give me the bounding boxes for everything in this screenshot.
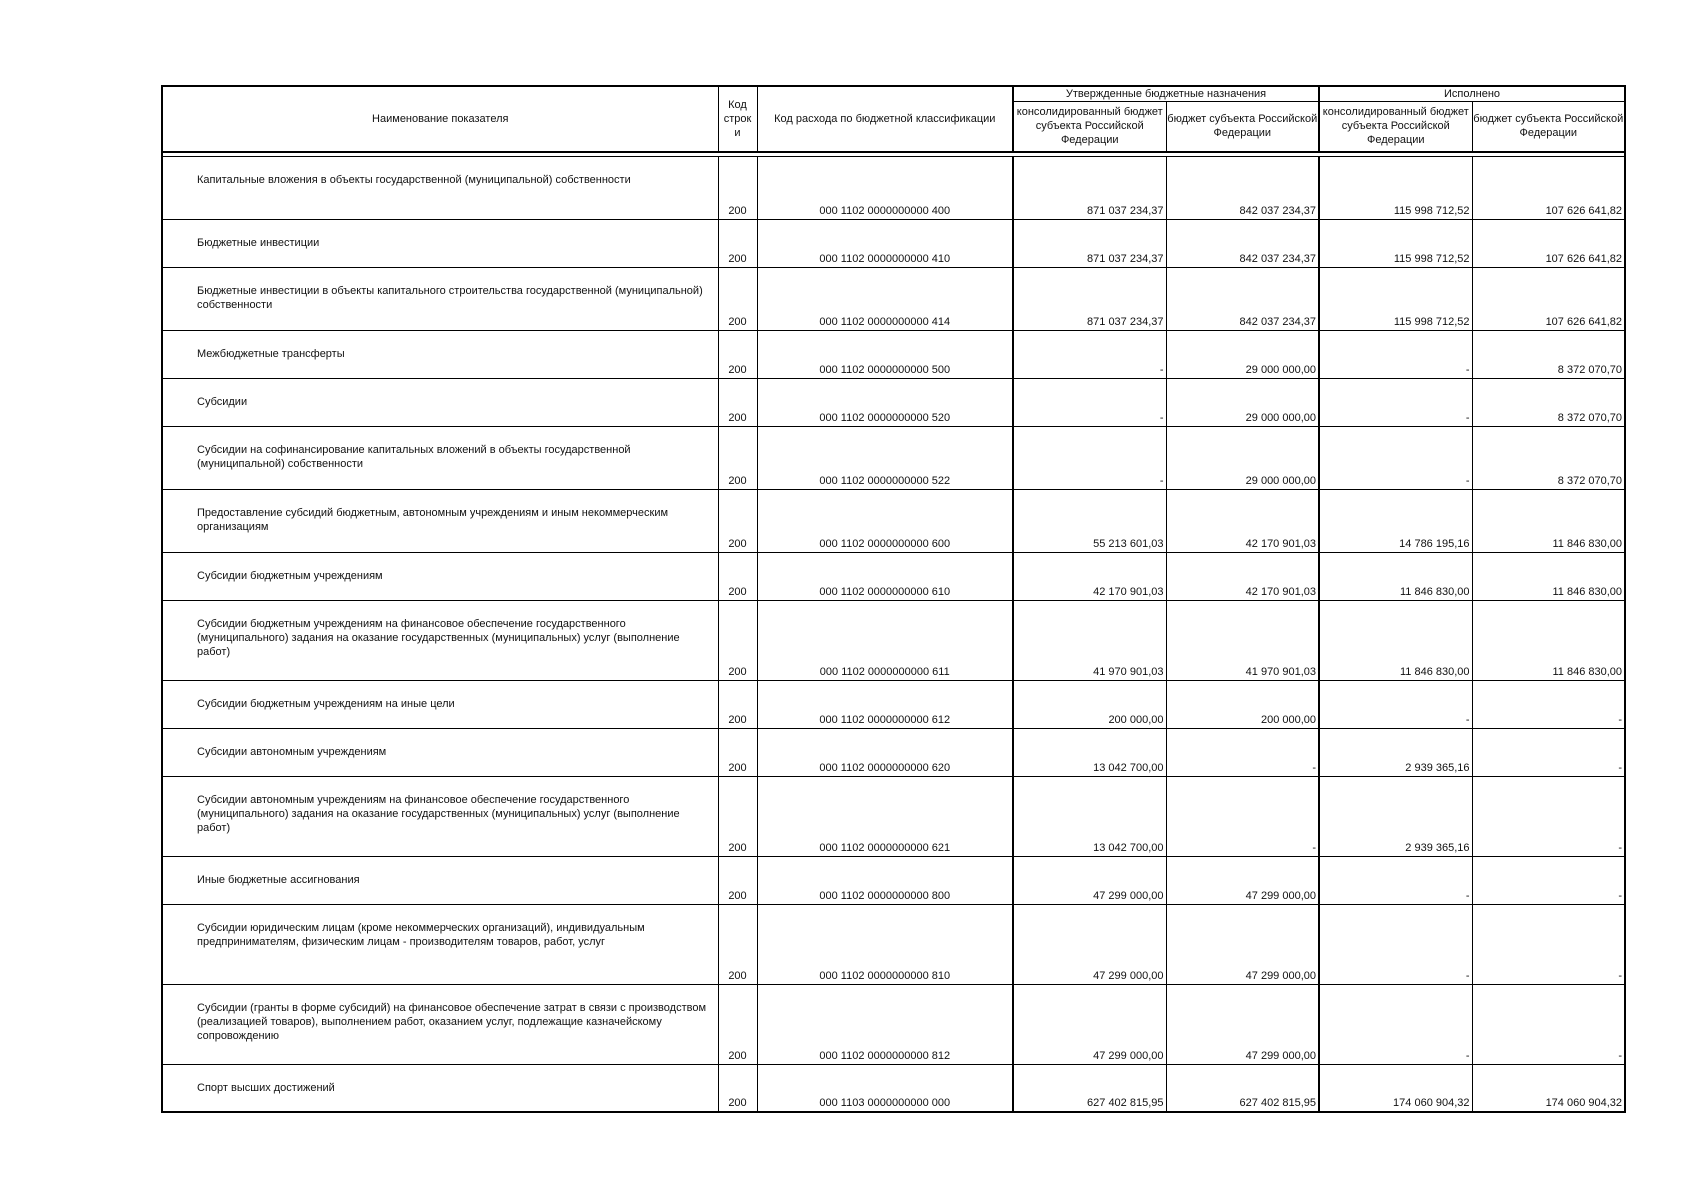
table-row: [162, 219, 1625, 267]
approved-subject-cell: 41 970 901,03: [1166, 600, 1319, 680]
executed-consolidated-cell: -: [1319, 378, 1472, 426]
approved-consolidated-cell: -: [1013, 426, 1166, 489]
header-row-code: [718, 86, 757, 152]
executed-subject-cell: -: [1472, 984, 1625, 1064]
indicator-name-cell: Субсидии бюджетным учреждениям: [162, 552, 718, 600]
row-code-cell: 200: [718, 600, 757, 680]
executed-subject-cell: -: [1472, 728, 1625, 776]
row-code-cell: 200: [718, 856, 757, 904]
budget-code-cell: 000 1102 0000000000 522: [757, 426, 1013, 489]
executed-subject-cell: 107 626 641,82: [1472, 156, 1625, 219]
table-row: [162, 1064, 1625, 1112]
executed-subject-cell: -: [1472, 904, 1625, 984]
table-row: [162, 489, 1625, 552]
header-budget-classification-code: Код расхода по бюджетной классификации: [757, 86, 1013, 152]
approved-subject-cell: 42 170 901,03: [1166, 489, 1319, 552]
budget-code-cell: 000 1102 0000000000 600: [757, 489, 1013, 552]
budget-code-cell: 000 1102 0000000000 414: [757, 267, 1013, 330]
row-code-cell: 200: [718, 984, 757, 1064]
row-code-cell: 200: [718, 330, 757, 378]
budget-code-cell: 000 1102 0000000000 611: [757, 600, 1013, 680]
row-code-cell: 200: [718, 1064, 757, 1112]
table-row: [162, 378, 1625, 426]
executed-subject-cell: -: [1472, 776, 1625, 856]
indicator-name-cell: Субсидии на софинансирование капитальных вложений в объекты государственной (муниципальной) собственности: [162, 426, 718, 489]
budget-code-cell: 000 1102 0000000000 610: [757, 552, 1013, 600]
row-code-cell: 200: [718, 219, 757, 267]
budget-code-cell: 000 1102 0000000000 800: [757, 856, 1013, 904]
header-row-code-line-2: строк: [723, 112, 752, 125]
approved-consolidated-cell: 13 042 700,00: [1013, 776, 1166, 856]
budget-code-cell: 000 1102 0000000000 410: [757, 219, 1013, 267]
executed-consolidated-cell: -: [1319, 904, 1472, 984]
table-row: [162, 904, 1625, 984]
table-body: [162, 152, 1625, 1113]
row-code-cell: 200: [718, 904, 757, 984]
approved-consolidated-cell: 41 970 901,03: [1013, 600, 1166, 680]
row-code-cell: 200: [718, 728, 757, 776]
budget-code-cell: 000 1102 0000000000 500: [757, 330, 1013, 378]
approved-consolidated-cell: 200 000,00: [1013, 680, 1166, 728]
executed-subject-cell: -: [1472, 856, 1625, 904]
budget-code-cell: 000 1102 0000000000 520: [757, 378, 1013, 426]
table-row: [162, 330, 1625, 378]
executed-subject-cell: -: [1472, 680, 1625, 728]
indicator-name-cell: Межбюджетные трансферты: [162, 330, 718, 378]
executed-consolidated-cell: 115 998 712,52: [1319, 219, 1472, 267]
approved-subject-cell: 42 170 901,03: [1166, 552, 1319, 600]
indicator-name-cell: Бюджетные инвестиции: [162, 219, 718, 267]
approved-subject-cell: 200 000,00: [1166, 680, 1319, 728]
indicator-name-cell: Субсидии (гранты в форме субсидий) на финансовое обеспечение затрат в связи с производством (реализацией товаров), выполнением работ, оказанием услуг, подлежащие казначейскому сопровождению: [162, 984, 718, 1064]
approved-subject-cell: 29 000 000,00: [1166, 426, 1319, 489]
executed-consolidated-cell: -: [1319, 426, 1472, 489]
approved-consolidated-cell: 47 299 000,00: [1013, 904, 1166, 984]
approved-consolidated-cell: 13 042 700,00: [1013, 728, 1166, 776]
approved-consolidated-cell: 55 213 601,03: [1013, 489, 1166, 552]
table-row: [162, 728, 1625, 776]
table-row: [162, 426, 1625, 489]
approved-subject-cell: 47 299 000,00: [1166, 904, 1319, 984]
executed-consolidated-cell: 14 786 195,16: [1319, 489, 1472, 552]
budget-code-cell: 000 1102 0000000000 621: [757, 776, 1013, 856]
indicator-name-cell: Субсидии: [162, 378, 718, 426]
approved-subject-cell: 627 402 815,95: [1166, 1064, 1319, 1112]
header-executed-consolidated: консолидированный бюджет субъекта Российской Федерации: [1319, 102, 1472, 152]
table-row: [162, 600, 1625, 680]
header-executed: Исполнено: [1319, 86, 1625, 102]
executed-consolidated-cell: 174 060 904,32: [1319, 1064, 1472, 1112]
approved-subject-cell: 29 000 000,00: [1166, 330, 1319, 378]
approved-consolidated-cell: 42 170 901,03: [1013, 552, 1166, 600]
budget-code-cell: 000 1102 0000000000 400: [757, 156, 1013, 219]
indicator-name-cell: Субсидии бюджетным учреждениям на финансовое обеспечение государственного (муниципального) задания на оказание государственных (муниципальных) услуг (выполнение работ): [162, 600, 718, 680]
executed-subject-cell: 8 372 070,70: [1472, 426, 1625, 489]
header-row-code-line-1: Код: [728, 98, 747, 111]
approved-subject-cell: 47 299 000,00: [1166, 984, 1319, 1064]
approved-subject-cell: 842 037 234,37: [1166, 267, 1319, 330]
executed-consolidated-cell: 11 846 830,00: [1319, 552, 1472, 600]
executed-consolidated-cell: 115 998 712,52: [1319, 267, 1472, 330]
executed-consolidated-cell: 2 939 365,16: [1319, 776, 1472, 856]
executed-subject-cell: 174 060 904,32: [1472, 1064, 1625, 1112]
executed-consolidated-cell: -: [1319, 680, 1472, 728]
executed-consolidated-cell: -: [1319, 856, 1472, 904]
approved-consolidated-cell: -: [1013, 378, 1166, 426]
header-indicator-name: Наименование показателя: [162, 86, 718, 152]
indicator-name-cell: Капитальные вложения в объекты государственной (муниципальной) собственности: [162, 156, 718, 219]
executed-consolidated-cell: -: [1319, 330, 1472, 378]
indicator-name-cell: Субсидии юридическим лицам (кроме некоммерческих организаций), индивидуальным предпринимателям, физическим лицам - производителям товаров, работ, услуг: [162, 904, 718, 984]
budget-code-cell: 000 1103 0000000000 000: [757, 1064, 1013, 1112]
row-code-cell: 200: [718, 378, 757, 426]
budget-code-cell: 000 1102 0000000000 620: [757, 728, 1013, 776]
row-code-cell: 200: [718, 489, 757, 552]
table-row: [162, 984, 1625, 1064]
table-row: [162, 856, 1625, 904]
executed-subject-cell: 11 846 830,00: [1472, 552, 1625, 600]
budget-code-cell: 000 1102 0000000000 810: [757, 904, 1013, 984]
approved-subject-cell: 842 037 234,37: [1166, 219, 1319, 267]
approved-subject-cell: -: [1166, 776, 1319, 856]
approved-consolidated-cell: 47 299 000,00: [1013, 856, 1166, 904]
executed-consolidated-cell: 115 998 712,52: [1319, 156, 1472, 219]
row-code-cell: 200: [718, 552, 757, 600]
budget-execution-table: [161, 85, 1626, 1113]
table-header: [162, 86, 1625, 152]
header-approved-consolidated: консолидированный бюджет субъекта Российской Федерации: [1013, 102, 1166, 152]
budget-code-cell: 000 1102 0000000000 612: [757, 680, 1013, 728]
executed-subject-cell: 8 372 070,70: [1472, 330, 1625, 378]
header-approved-assignments: Утвержденные бюджетные назначения: [1013, 86, 1319, 102]
approved-consolidated-cell: 627 402 815,95: [1013, 1064, 1166, 1112]
row-code-cell: 200: [718, 426, 757, 489]
indicator-name-cell: Иные бюджетные ассигнования: [162, 856, 718, 904]
approved-subject-cell: 29 000 000,00: [1166, 378, 1319, 426]
executed-subject-cell: 11 846 830,00: [1472, 489, 1625, 552]
indicator-name-cell: Спорт высших достижений: [162, 1064, 718, 1112]
approved-consolidated-cell: 871 037 234,37: [1013, 156, 1166, 219]
approved-consolidated-cell: 871 037 234,37: [1013, 219, 1166, 267]
budget-code-cell: 000 1102 0000000000 812: [757, 984, 1013, 1064]
indicator-name-cell: Субсидии автономным учреждениям на финансовое обеспечение государственного (муниципального) задания на оказание государственных (муниципальных) услуг (выполнение работ): [162, 776, 718, 856]
indicator-name-cell: Субсидии бюджетным учреждениям на иные цели: [162, 680, 718, 728]
approved-subject-cell: 47 299 000,00: [1166, 856, 1319, 904]
approved-consolidated-cell: 871 037 234,37: [1013, 267, 1166, 330]
executed-subject-cell: 11 846 830,00: [1472, 600, 1625, 680]
header-row-code-line-3: и: [734, 126, 741, 139]
table-row: [162, 776, 1625, 856]
row-code-cell: 200: [718, 156, 757, 219]
indicator-name-cell: Субсидии автономным учреждениям: [162, 728, 718, 776]
executed-subject-cell: 107 626 641,82: [1472, 219, 1625, 267]
row-code-cell: 200: [718, 776, 757, 856]
approved-consolidated-cell: -: [1013, 330, 1166, 378]
executed-consolidated-cell: 2 939 365,16: [1319, 728, 1472, 776]
row-code-cell: 200: [718, 680, 757, 728]
table-row: [162, 552, 1625, 600]
indicator-name-cell: Предоставление субсидий бюджетным, автономным учреждениям и иным некоммерческим организациям: [162, 489, 718, 552]
table-row: [162, 156, 1625, 219]
executed-subject-cell: 8 372 070,70: [1472, 378, 1625, 426]
header-executed-subject: бюджет субъекта Российской Федерации: [1472, 102, 1625, 152]
executed-subject-cell: 107 626 641,82: [1472, 267, 1625, 330]
row-code-cell: 200: [718, 267, 757, 330]
approved-consolidated-cell: 47 299 000,00: [1013, 984, 1166, 1064]
indicator-name-cell: Бюджетные инвестиции в объекты капитального строительства государственной (муниципальной) собственности: [162, 267, 718, 330]
executed-consolidated-cell: -: [1319, 984, 1472, 1064]
approved-subject-cell: -: [1166, 728, 1319, 776]
table-row: [162, 680, 1625, 728]
executed-consolidated-cell: 11 846 830,00: [1319, 600, 1472, 680]
header-approved-subject: бюджет субъекта Российской Федерации: [1166, 102, 1319, 152]
table-row: [162, 267, 1625, 330]
approved-subject-cell: 842 037 234,37: [1166, 156, 1319, 219]
